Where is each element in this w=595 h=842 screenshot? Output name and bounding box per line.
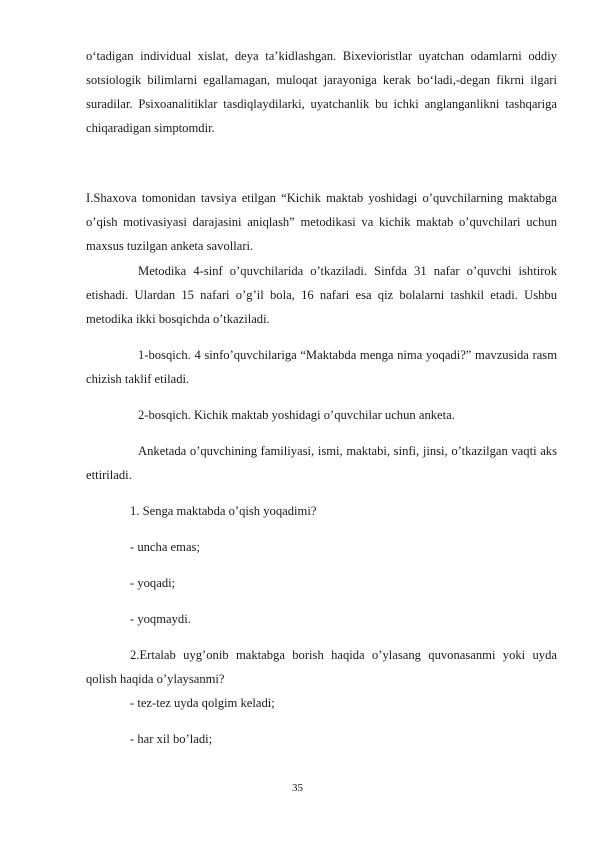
question-1: 1. Senga maktabda o’qish yoqadimi? <box>130 504 317 518</box>
paragraph-uyatchanlik-theories: o‘tadigan individual xislat, deya ta’kidlashgan. Bixevioristlar uyatchan odamlarni oddiy sotsiologik bilimlarni egallamagan, muloqat jarayoniga kerak bo‘ladi,-degan fikrni ilgari suradilar. Psixoanalitiklar tasdiqlaydilarki, uyatchanlik bu ichki anglanganlikni tashqariga chiqaradigan simptomdir. <box>86 49 557 135</box>
question-1-option-2: - yoqadi; <box>130 576 176 590</box>
paragraph-questionnaire-info: Anketada o’quvchining familiyasi, ismi, maktabi, sinfi, jinsi, o’tkazilgan vaqti aks ettiriladi. <box>86 444 557 482</box>
question-2: 2.Ertalab uyg’onib maktabga borish haqida o’ylasang quvonasanmi yoki uyda qolish haqida o’ylaysanmi? <box>86 648 557 686</box>
question-1-option-3: - yoqmaydi. <box>130 612 191 626</box>
paragraph-method-description: Metodika 4-sinf o’quvchilarida o’tkaziladi. Sinfda 31 nafar o’quvchi ishtirok etishadi. Ulardan 15 nafari o’g’il bola, 16 nafari esa qiz bolalarni tashkil etadi. Ushbu metodika ikki bosqichda o’tkaziladi. <box>86 264 557 326</box>
page-number: 35 <box>292 782 303 794</box>
paragraph-shaxova-method: I.Shaxova tomonidan tavsiya etilgan “Kichik maktab yoshidagi o’quvchilarning maktabga o’qish motivasiyasi darajasini aniqlash” metodikasi va kichik maktab o’quvchilari uchun maxsus tuzilgan anketa savollari. <box>86 191 557 253</box>
question-2-option-1: - tez-tez uyda qolgim keladi; <box>130 696 275 710</box>
question-2-option-2: - har xil bo’ladi; <box>130 732 213 746</box>
question-1-option-1: - uncha emas; <box>130 540 200 554</box>
paragraph-stage-1: 1-bosqich. 4 sinfo’quvchilariga “Maktabda menga nima yoqadi?” mavzusida rasm chizish taklif etiladi. <box>86 348 557 386</box>
paragraph-stage-2: 2-bosqich. Kichik maktab yoshidagi o’quvchilar uchun anketa. <box>138 408 455 422</box>
